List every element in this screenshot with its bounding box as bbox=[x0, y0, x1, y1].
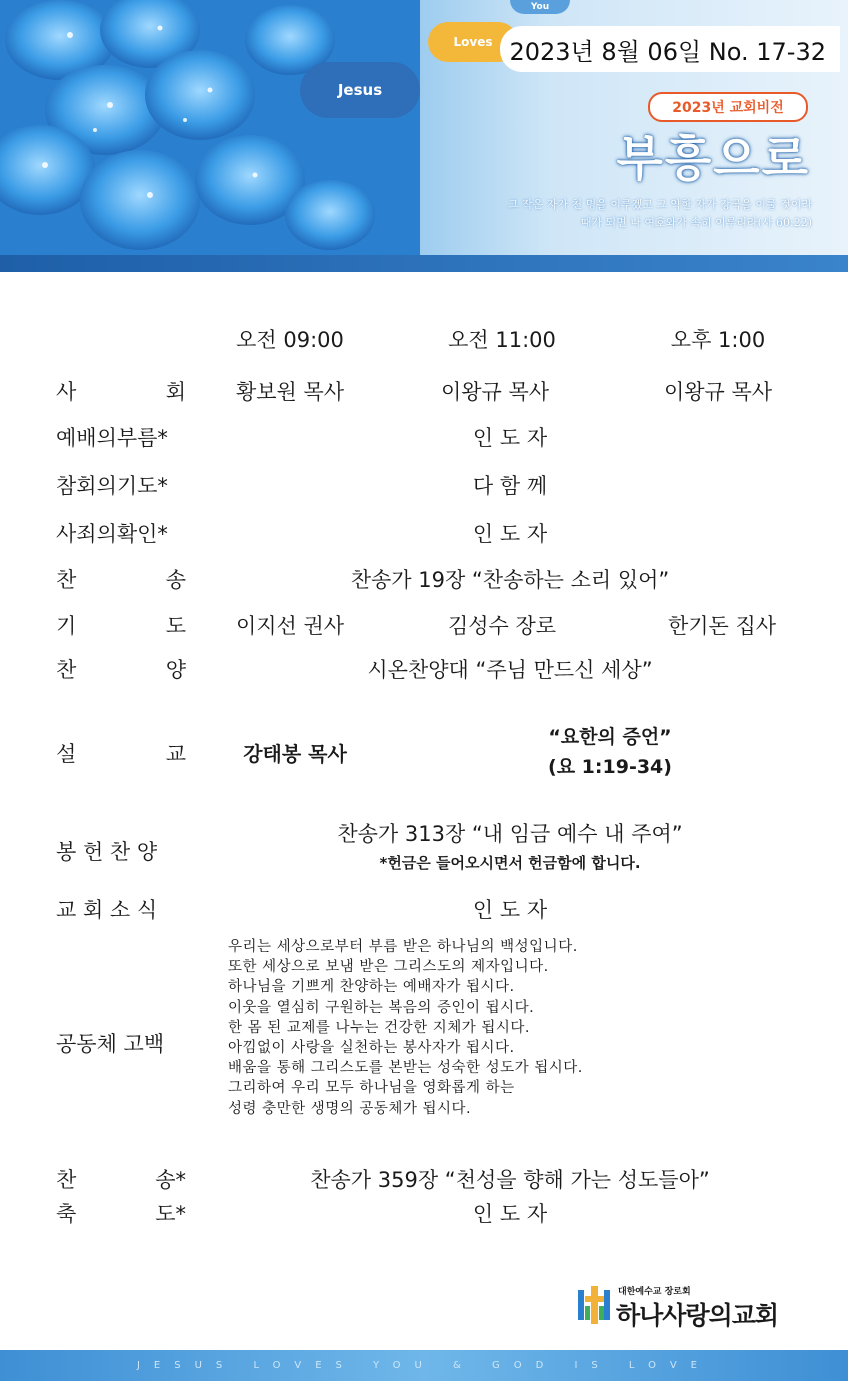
pill-loves: Loves bbox=[428, 22, 518, 62]
sermon-label: 설 교 bbox=[56, 742, 186, 766]
prayer-row bbox=[0, 610, 848, 642]
hymn1-value: 찬송가 19장 “찬송하는 소리 있어” bbox=[350, 568, 670, 592]
vision-verse bbox=[330, 196, 812, 232]
community-confession-text bbox=[228, 937, 788, 1119]
hymn1-row bbox=[0, 564, 848, 596]
praise-value: 시온찬양대 “주님 만드신 세상” bbox=[367, 658, 653, 682]
offering-note: *헌금은 들어오시면서 헌금함에 합니다. bbox=[379, 854, 641, 872]
time-third: 오후 1:00 bbox=[670, 328, 766, 352]
pill-jesus: Jesus bbox=[300, 62, 420, 118]
host-row bbox=[0, 376, 848, 408]
hymn2-value: 찬송가 359장 “천성을 향해 가는 성도들아” bbox=[310, 1168, 710, 1192]
footer-band bbox=[0, 1350, 848, 1381]
prayer-second: 김성수 장로 bbox=[447, 614, 557, 638]
footer-text: JESUS LOVES YOU & GOD IS LOVE bbox=[136, 1360, 711, 1371]
confession-line: 우리는 세상으로부터 부름 받은 하나님의 백성입니다. bbox=[228, 939, 578, 955]
praise-row bbox=[0, 654, 848, 686]
offering-value: 찬송가 313장 “내 임금 예수 내 주여” bbox=[337, 822, 683, 846]
time-second: 오전 11:00 bbox=[448, 328, 556, 352]
sermon-scripture: (요 1:19-34) bbox=[548, 756, 672, 778]
host-label: 사 회 bbox=[56, 380, 186, 404]
prayer-first: 이지선 권사 bbox=[235, 614, 345, 638]
host-second: 이왕규 목사 bbox=[440, 380, 550, 404]
confession-line: 한 몸 된 교제를 나누는 건강한 지체가 됩시다. bbox=[228, 1019, 530, 1036]
prayer-third: 한기돈 집사 bbox=[667, 614, 777, 638]
hymn1-label: 찬 송 bbox=[56, 568, 186, 592]
benediction-value: 인 도 자 bbox=[472, 1202, 548, 1226]
call-row bbox=[0, 422, 848, 454]
banner-band bbox=[0, 255, 848, 272]
cross-logo-icon bbox=[578, 1286, 610, 1324]
host-third: 이왕규 목사 bbox=[663, 380, 773, 404]
confession-line: 아낌없이 사랑을 실천하는 봉사자가 됩시다. bbox=[228, 1040, 515, 1057]
absolution-value: 인 도 자 bbox=[472, 522, 548, 546]
news-value: 인 도 자 bbox=[472, 898, 548, 922]
confession-line: 성령 충만한 생명의 공동체가 됩시다. bbox=[228, 1100, 472, 1117]
confession-prayer-label: 참회의기도* bbox=[56, 474, 168, 498]
service-times-row bbox=[0, 324, 848, 356]
time-first: 오전 09:00 bbox=[236, 328, 344, 352]
confession-line: 또한 세상으로 보냄 받은 그리스도의 제자입니다. bbox=[228, 959, 549, 976]
prayer-label: 기 도 bbox=[56, 614, 186, 638]
confession-prayer-value: 다 함 께 bbox=[472, 474, 548, 498]
verse-line: 때가 되면 나 여호와가 속히 이루리라(사 60:22) bbox=[580, 216, 812, 229]
benediction-row bbox=[0, 1198, 848, 1230]
logo-denomination: 대한예수교 장로회 bbox=[618, 1287, 691, 1297]
bulletin-date: 2023년 8월 06일 No. 17-32 bbox=[500, 26, 840, 72]
praise-label: 찬 양 bbox=[56, 658, 186, 682]
call-value: 인 도 자 bbox=[472, 426, 548, 450]
confession-prayer-row bbox=[0, 470, 848, 502]
sermon-title: “요한의 증언” bbox=[548, 726, 672, 748]
confession-line: 이웃을 열심히 구원하는 복음의 증인이 됩시다. bbox=[228, 999, 535, 1016]
offering-row bbox=[0, 818, 848, 880]
hymn2-row bbox=[0, 1164, 848, 1196]
verse-line: 그 작은 자가 천 명을 이루겠고 그 약한 자가 강국을 이룰 것이라 bbox=[507, 198, 812, 211]
offering-label: 봉 헌 찬 양 bbox=[56, 840, 158, 864]
confession-line: 배움을 통해 그리스도를 본받는 성숙한 성도가 됩시다. bbox=[228, 1060, 583, 1077]
sermon-preacher: 강태봉 목사 bbox=[243, 742, 347, 766]
pill-you: You bbox=[510, 0, 570, 14]
hymn2-label: 찬 송* bbox=[56, 1168, 186, 1192]
confession-line: 하나님을 기쁘게 찬양하는 예배자가 됩시다. bbox=[228, 979, 515, 996]
vision-title: 부흥으로 bbox=[616, 131, 810, 187]
absolution-label: 사죄의확인* bbox=[56, 522, 168, 546]
confession-line: 그리하여 우리 모두 하나님을 영화롭게 하는 bbox=[228, 1080, 515, 1097]
header-banner bbox=[0, 0, 848, 272]
vision-badge: 2023년 교회비전 bbox=[648, 92, 808, 122]
logo-church-name: 하나사랑의교회 bbox=[616, 1301, 779, 1330]
host-first: 황보원 목사 bbox=[235, 380, 345, 404]
church-logo bbox=[578, 1280, 818, 1330]
news-label: 교 회 소 식 bbox=[56, 898, 158, 922]
benediction-label: 축 도* bbox=[56, 1202, 186, 1226]
call-label: 예배의부름* bbox=[56, 426, 168, 450]
community-confession-label: 공동체 고백 bbox=[56, 1032, 165, 1056]
absolution-row bbox=[0, 518, 848, 550]
news-row bbox=[0, 894, 848, 926]
sermon-row bbox=[0, 720, 848, 782]
